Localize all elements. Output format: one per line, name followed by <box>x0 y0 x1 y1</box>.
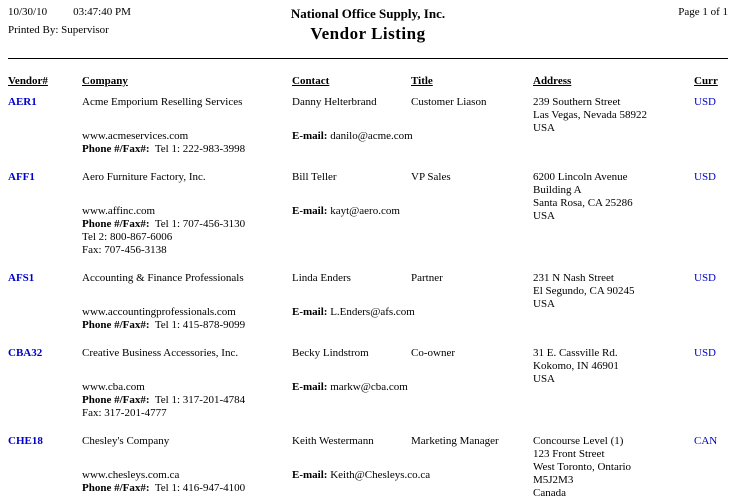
address-line: 231 N Nash Street <box>533 272 614 284</box>
currency-cell <box>694 272 728 332</box>
report-title: Vendor Listing <box>310 24 426 43</box>
title-cell <box>411 347 533 420</box>
company-cell <box>82 96 292 156</box>
table-row <box>8 171 728 257</box>
table-header <box>8 75 728 87</box>
email-line: E-mail: danilo@acme.com <box>292 130 413 142</box>
phone-line: Phone #/Fax#: Tel 1: 317-201-4784 <box>82 394 246 406</box>
report-time: 03:47:40 PM <box>73 6 131 18</box>
phone-line: Phone #/Fax#: Tel 1: 707-456-3130 <box>82 218 246 230</box>
address-line: USA <box>533 210 556 222</box>
contact-name-text: Keith Westermann <box>292 435 374 447</box>
phone-line: Phone #/Fax#: Tel 1: 415-878-9099 <box>82 319 246 331</box>
column-header-curr: Curr <box>694 75 718 87</box>
currency-link[interactable]: USD <box>694 272 717 284</box>
phone-label: Phone #/Fax#: <box>82 482 150 494</box>
company-name: National Office Supply, Inc. <box>290 6 446 21</box>
phone-extra-line: Fax: 317-201-4777 <box>82 407 167 419</box>
currency-link[interactable]: USD <box>694 347 717 359</box>
vendor-cell <box>8 96 82 156</box>
currency-cell <box>694 347 728 420</box>
company-cell <box>82 171 292 257</box>
email-line: E-mail: L.Enders@afs.com <box>292 306 415 318</box>
vendor-cell <box>8 272 82 332</box>
email-label: E-mail: <box>292 469 328 481</box>
company-name-text: Creative Business Accessories, Inc. <box>82 347 239 359</box>
report-header-line2 <box>8 24 728 50</box>
email-label: E-mail: <box>292 205 328 217</box>
phone-label: Phone #/Fax#: <box>82 319 150 331</box>
table-row <box>8 272 728 332</box>
contact-name-text: Bill Teller <box>292 171 337 183</box>
address-line: Santa Rosa, CA 25286 <box>533 197 633 209</box>
address-cell <box>533 96 694 156</box>
company-name-text: Accounting & Finance Professionals <box>82 272 244 284</box>
vendor-cell <box>8 435 82 500</box>
title-text: Partner <box>411 272 443 284</box>
title-text: VP Sales <box>411 171 451 183</box>
header-left <box>8 6 131 18</box>
email-label: E-mail: <box>292 306 328 318</box>
contact-cell <box>292 272 415 332</box>
column-header-company: Company <box>82 75 128 87</box>
address-cell <box>533 347 694 420</box>
company-cell <box>82 347 292 420</box>
address-cell <box>533 435 694 500</box>
currency-link[interactable]: USD <box>694 171 717 183</box>
address-line: M5J2M3 <box>533 474 574 486</box>
title-text: Co-owner <box>411 347 455 359</box>
vendor-id-link[interactable]: AFF1 <box>8 171 35 183</box>
column-header-address: Address <box>533 75 572 87</box>
address-line: 123 Front Street <box>533 448 605 460</box>
vendor-cell <box>8 347 82 420</box>
address-cell <box>533 272 694 332</box>
vendor-id-link[interactable]: AER1 <box>8 96 37 108</box>
page-indicator: Page 1 of 1 <box>678 6 728 18</box>
phone-line: Phone #/Fax#: Tel 1: 416-947-4100 <box>82 482 246 494</box>
table-row <box>8 347 728 420</box>
company-cell <box>82 435 292 500</box>
contact-name-text: Linda Enders <box>292 272 351 284</box>
phone-label: Phone #/Fax#: <box>82 143 150 155</box>
address-line: Concourse Level (1) <box>533 435 624 447</box>
website-text: www.acmeservices.com <box>82 130 189 142</box>
address-line: USA <box>533 298 556 310</box>
email-line: E-mail: Keith@Chesleys.co.ca <box>292 469 431 481</box>
address-line: Building A <box>533 184 582 196</box>
currency-link[interactable]: USD <box>694 96 717 108</box>
contact-name-text: Danny Helterbrand <box>292 96 377 108</box>
company-name-text: Acme Emporium Reselling Services <box>82 96 243 108</box>
header-divider <box>8 58 728 59</box>
vendor-cell <box>8 171 82 257</box>
table-body <box>8 96 728 500</box>
currency-link[interactable]: CAN <box>694 435 718 447</box>
website-text: www.chesleys.com.ca <box>82 469 180 481</box>
address-line: Kokomo, IN 46901 <box>533 360 619 372</box>
company-name-text: Chesley's Company <box>82 435 170 447</box>
title-cell <box>411 272 533 332</box>
title-text: Marketing Manager <box>411 435 499 447</box>
phone-label: Phone #/Fax#: <box>82 394 150 406</box>
email-line: E-mail: kayt@aero.com <box>292 205 400 217</box>
address-line: El Segundo, CA 90245 <box>533 285 635 297</box>
column-header-title: Title <box>411 75 433 87</box>
phone-line: Phone #/Fax#: Tel 1: 222-983-3998 <box>82 143 246 155</box>
table-row <box>8 435 728 500</box>
currency-cell <box>694 435 728 500</box>
title-text: Customer Liason <box>411 96 487 108</box>
contact-cell <box>292 435 431 500</box>
currency-cell <box>694 96 728 156</box>
report-date: 10/30/10 <box>8 6 48 18</box>
website-text: www.affinc.com <box>82 205 156 217</box>
printed-by: Printed By: Supervisor <box>8 24 109 36</box>
column-header-contact: Contact <box>292 75 330 87</box>
company-name-text: Aero Furniture Factory, Inc. <box>82 171 206 183</box>
phone-extra-line: Tel 2: 800-867-6006 <box>82 231 173 243</box>
email-label: E-mail: <box>292 381 328 393</box>
address-line: West Toronto, Ontario <box>533 461 632 473</box>
phone-label: Phone #/Fax#: <box>82 218 150 230</box>
report-header-line1 <box>8 6 728 24</box>
email-label: E-mail: <box>292 130 328 142</box>
address-cell <box>533 171 694 257</box>
vendor-id-link[interactable]: CHE18 <box>8 435 43 447</box>
column-header-vendor: Vendor# <box>8 75 48 87</box>
title-cell <box>411 96 533 156</box>
address-line: USA <box>533 122 556 134</box>
email-line: E-mail: markw@cba.com <box>292 381 408 393</box>
phone-extra-line: Fax: 707-456-3138 <box>82 244 167 256</box>
table-row <box>8 96 728 156</box>
currency-cell <box>694 171 728 257</box>
website-text: www.cba.com <box>82 381 145 393</box>
address-line: 6200 Lincoln Avenue <box>533 171 628 183</box>
company-cell <box>82 272 292 332</box>
address-line: Las Vegas, Nevada 58922 <box>533 109 648 121</box>
contact-cell <box>292 171 411 257</box>
contact-cell <box>292 96 411 156</box>
title-cell <box>411 171 533 257</box>
title-cell <box>411 435 533 500</box>
address-line: USA <box>533 373 556 385</box>
address-line: Canada <box>533 487 566 499</box>
vendor-id-link[interactable]: CBA32 <box>8 347 43 359</box>
address-line: 239 Southern Street <box>533 96 621 108</box>
address-line: 31 E. Cassville Rd. <box>533 347 618 359</box>
vendor-id-link[interactable]: AFS1 <box>8 272 35 284</box>
contact-name-text: Becky Lindstrom <box>292 347 369 359</box>
website-text: www.accountingprofessionals.com <box>82 306 236 318</box>
contact-cell <box>292 347 411 420</box>
